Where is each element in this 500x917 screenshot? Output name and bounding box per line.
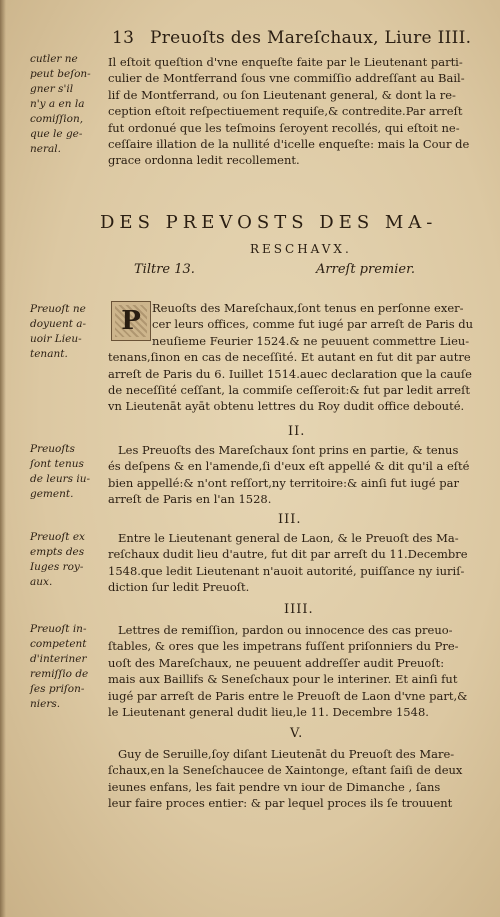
title-number: Tiltre 13. xyxy=(134,262,195,277)
text-line: vn Lieutenāt ayāt obtenu lettres du Roy dudit office debouté. xyxy=(108,399,465,414)
margin-note: Preuoſt in- competent d'interiner remiſſio de ſes priſon- niers. xyxy=(30,623,89,710)
article-numeral: V. xyxy=(290,726,304,741)
text-line: és deſpens & en l'amende,ſi d'eux eſt appellé & dit qu'il a eſté xyxy=(108,459,470,474)
text-line: grace ordonna ledit recollement. xyxy=(108,153,300,168)
text-line: reſchaux dudit lieu d'autre, fut dit par arreſt du 11.Decembre xyxy=(108,547,468,562)
margin-note: Preuoſt ex empts des Iuges roy- aux. xyxy=(30,531,85,588)
text-line: uoſt des Mareſchaux, ne peuuent addreſſer audit Preuoſt: xyxy=(108,655,445,670)
text-line: lif de Montferrand, ou ſon Lieutenant general, & dont la re- xyxy=(108,87,456,102)
running-title: Preuoſts des Mareſchaux, Liure IIII. xyxy=(149,28,472,48)
text-line: ſtables, & ores que les impetrans fuſſent priſonniers du Pre- xyxy=(108,639,459,654)
paragraph-article-4 xyxy=(108,622,496,720)
text-line: arreſt de Paris du 6. Iuillet 1514.auec declaration que la cauſe xyxy=(108,366,472,381)
text-line: ception eſtoit reſpectiuement requiſe,& contredite.Par arreſt xyxy=(108,104,463,119)
text-line: Lettres de remiſſion, pardon ou innocence des cas preuo- xyxy=(118,623,453,637)
page-edge-shadow xyxy=(0,0,6,917)
paragraph-article-2 xyxy=(108,442,496,508)
text-line: de neceſſité ceſſant, la commiſe ceſſeroit:& fut par ledit arreſt xyxy=(108,383,470,398)
margin-note: cutler ne peut beſon- gner s'il n'y a en la comiſſion, que le ge- neral. xyxy=(30,53,91,155)
text-line: ſchaux,en la Seneſchaucee de Xaintonge, eſtant ſaiſi de deux xyxy=(108,763,463,778)
running-header xyxy=(112,28,471,48)
text-line: bien appellé:& n'ont reſſort,ny territoire:& ainſi fut iugé par xyxy=(108,475,459,490)
text-line: leur faire proces entier: & par lequel proces ils ſe trouuent xyxy=(108,796,453,811)
margin-note: Preuoſt ne doyuent a- uoir Lieu- tenant. xyxy=(30,303,87,360)
article-numeral: IIII. xyxy=(284,602,314,617)
text-line: tenans,ſinon en cas de neceſſité. Et autant en fut dit par autre xyxy=(108,350,471,365)
section-heading-continued: RESCHAVX. xyxy=(250,242,352,256)
text-line: fut ordonué que les teſmoins ſeroyent recollés, qui eſtoit ne- xyxy=(108,120,460,135)
text-line: Entre le Lieutenant general de Laon, & le Preuoſt des Ma- xyxy=(118,531,459,545)
text-line: iugé par arreſt de Paris entre le Preuoſt de Laon d'vne part,& xyxy=(108,688,468,703)
text-line: ceſſaire illation de la nullité d'icelle enqueſte: mais la Cour de xyxy=(108,137,470,152)
paragraph-article-1 xyxy=(108,300,496,415)
section-heading: DES PREVOSTS DES MA- xyxy=(100,212,438,233)
text-line: mais aux Baillifs & Seneſchaux pour le interiner. Et ainſi fut xyxy=(108,672,458,687)
text-line: diction ſur ledit Preuoſt. xyxy=(108,580,250,595)
paragraph-article-5 xyxy=(108,746,496,812)
text-line: Reuoſts des Mareſchaux,ſont tenus en perſonne exer- xyxy=(152,301,464,315)
text-line: ieunes enfans, les fait pendre vn iour de Dimanche , ſans xyxy=(108,779,441,794)
article-numeral: III. xyxy=(278,512,302,527)
text-line: cer leurs offices, comme fut iugé par arreſt de Paris du xyxy=(152,317,474,332)
text-line: 1548.que ledit Lieutenant n'auoit autorité, puiſſance ny iuriſ- xyxy=(108,563,465,578)
text-line: culier de Montferrand ſous vne commiſſio addreſſant au Bail- xyxy=(108,71,465,86)
page-number: 13 xyxy=(112,28,135,48)
text-line: Guy de Seruille,ſoy diſant Lieutenāt du Preuoſt des Mare- xyxy=(118,747,455,761)
article-numeral: II. xyxy=(288,424,306,439)
arrest-label: Arreſt premier. xyxy=(316,262,416,277)
margin-note: Preuoſts ſont tenus de leurs iu- gement. xyxy=(30,443,91,500)
paragraph-article-3 xyxy=(108,530,496,596)
text-line: Il eſtoit queſtion d'vne enqueſte faite par le Lieutenant parti- xyxy=(108,55,463,69)
text-line: neuſieme Feurier 1524.& ne peuuent commettre Lieu- xyxy=(152,333,470,348)
initial-letter: P xyxy=(121,306,141,336)
text-line: Les Preuoſts des Mareſchaux ſont prins en partie, & tenus xyxy=(118,443,459,457)
intro-paragraph xyxy=(108,54,496,169)
text-line: le Lieutenant general dudit lieu,le 11. Decembre 1548. xyxy=(108,705,429,720)
text-line: arreſt de Paris en l'an 1528. xyxy=(108,492,272,507)
